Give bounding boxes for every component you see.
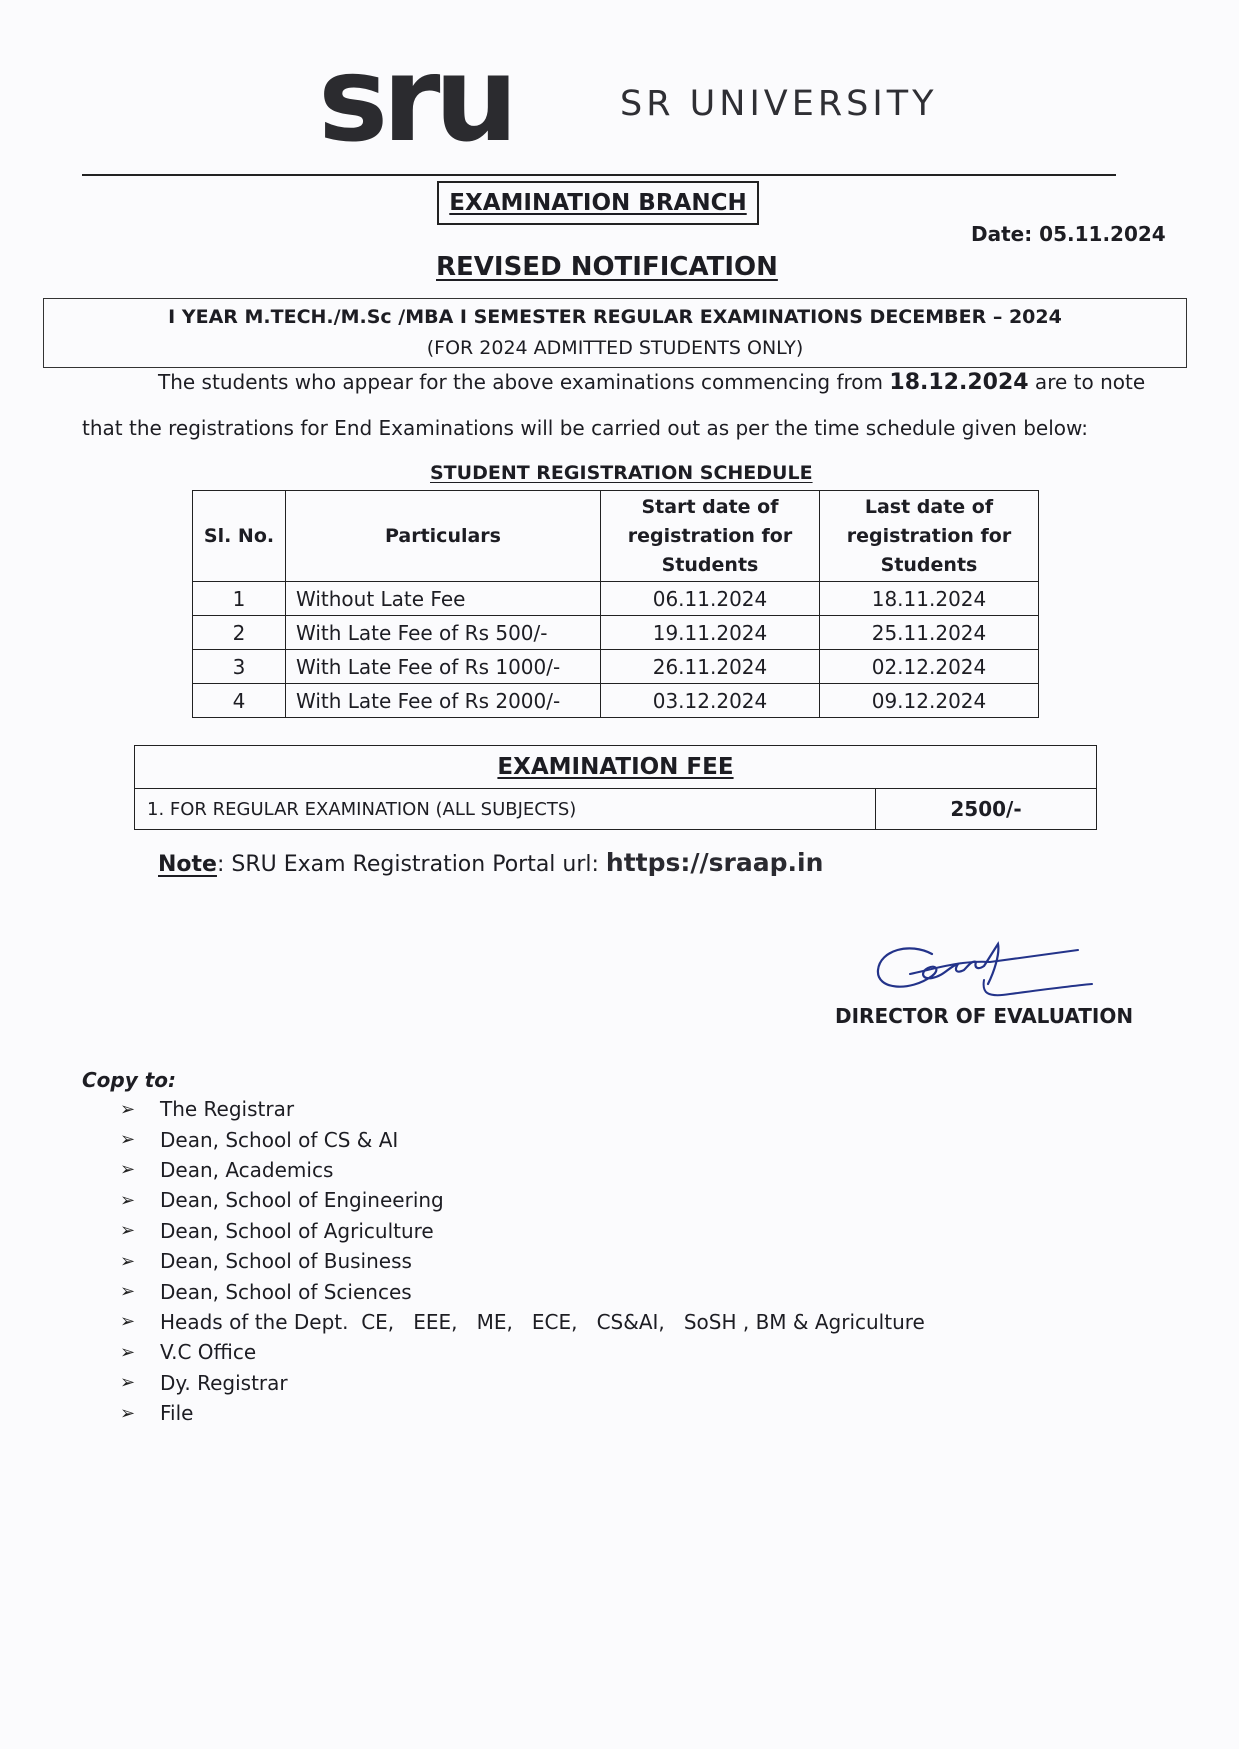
row-last-date: 25.11.2024 xyxy=(820,616,1039,650)
row-start-date: 03.12.2024 xyxy=(601,684,820,718)
arrow-bullet-icon: ➢ xyxy=(120,1281,136,1303)
row-particulars: With Late Fee of Rs 2000/- xyxy=(286,684,601,718)
note-text: : SRU Exam Registration Portal url: xyxy=(216,852,606,877)
list-item xyxy=(120,1155,925,1185)
copy-to-list xyxy=(120,1094,925,1428)
header-start-date xyxy=(601,491,820,582)
copy-to-label: Copy to: xyxy=(82,1068,177,1092)
arrow-bullet-icon: ➢ xyxy=(120,1159,136,1181)
table-row xyxy=(193,650,1039,684)
header-start-line-3: Students xyxy=(661,553,759,576)
registration-schedule-table xyxy=(192,490,1039,718)
branch-title: EXAMINATION BRANCH xyxy=(449,190,747,216)
header-last-date xyxy=(820,491,1039,582)
header-last-line-1: Last date of xyxy=(864,495,994,518)
arrow-bullet-icon: ➢ xyxy=(120,1341,136,1363)
table-row xyxy=(193,684,1039,718)
list-item xyxy=(120,1276,925,1306)
signature-image xyxy=(870,920,1100,1006)
table-row xyxy=(193,616,1039,650)
arrow-bullet-icon: ➢ xyxy=(120,1311,136,1333)
list-item xyxy=(120,1246,925,1276)
recipient: Dean, School of Agriculture xyxy=(160,1218,434,1243)
recipient: The Registrar xyxy=(160,1097,295,1122)
row-sl: 1 xyxy=(193,582,286,616)
branch-box xyxy=(437,181,759,225)
arrow-bullet-icon: ➢ xyxy=(120,1220,136,1242)
exam-title: I YEAR M.TECH./M.Sc /MBA I SEMESTER REGULAR EXAMINATIONS DECEMBER – 2024 xyxy=(168,306,1062,328)
recipient: File xyxy=(160,1401,194,1426)
intro-line-1 xyxy=(158,370,1145,395)
recipient: Dean, Academics xyxy=(160,1157,334,1182)
list-item xyxy=(120,1307,925,1337)
exam-subtitle: (FOR 2024 ADMITTED STUDENTS ONLY) xyxy=(426,337,804,359)
fee-row xyxy=(135,789,1097,830)
intro-suffix: are to note xyxy=(1028,370,1146,394)
arrow-bullet-icon: ➢ xyxy=(120,1129,136,1151)
list-item xyxy=(120,1337,925,1367)
list-item xyxy=(120,1185,925,1215)
signatory-title: DIRECTOR OF EVALUATION xyxy=(835,1004,1134,1028)
logo-text: sru xyxy=(318,52,513,156)
intro-prefix: The students who appear for the above examinations commencing from xyxy=(158,370,890,394)
row-sl: 2 xyxy=(193,616,286,650)
row-start-date: 26.11.2024 xyxy=(601,650,820,684)
recipient: Heads of the Dept. CE, EEE, ME, ECE, CS&AI, SoSH , BM & Agriculture xyxy=(160,1309,925,1334)
recipient: Dy. Registrar xyxy=(160,1370,288,1395)
fee-title-cell xyxy=(135,746,1097,789)
row-last-date: 02.12.2024 xyxy=(820,650,1039,684)
table-row xyxy=(193,582,1039,616)
note-label: Note xyxy=(158,852,217,877)
header-last-line-2: registration for xyxy=(846,524,1012,547)
university-name: SR UNIVERSITY xyxy=(620,84,938,124)
arrow-bullet-icon: ➢ xyxy=(120,1372,136,1394)
list-item xyxy=(120,1124,925,1154)
portal-note xyxy=(158,848,823,877)
row-last-date: 18.11.2024 xyxy=(820,582,1039,616)
row-particulars: With Late Fee of Rs 500/- xyxy=(286,616,601,650)
schedule-title: STUDENT REGISTRATION SCHEDULE xyxy=(430,462,813,484)
row-start-date: 19.11.2024 xyxy=(601,616,820,650)
examination-fee-table xyxy=(134,745,1097,830)
row-start-date: 06.11.2024 xyxy=(601,582,820,616)
header-start-line-1: Start date of xyxy=(641,495,779,518)
arrow-bullet-icon: ➢ xyxy=(120,1189,136,1211)
list-item xyxy=(120,1398,925,1428)
fee-header-row xyxy=(135,746,1097,789)
list-item xyxy=(120,1368,925,1398)
exam-box xyxy=(43,298,1187,368)
header-last-line-3: Students xyxy=(880,553,978,576)
header-particulars: Particulars xyxy=(286,491,601,582)
header-divider xyxy=(82,174,1116,176)
list-item xyxy=(120,1216,925,1246)
arrow-bullet-icon: ➢ xyxy=(120,1250,136,1272)
row-sl: 3 xyxy=(193,650,286,684)
sru-logo xyxy=(318,52,560,156)
recipient: Dean, School of CS & AI xyxy=(160,1127,399,1152)
header-sl: Sl. No. xyxy=(193,491,286,582)
arrow-bullet-icon: ➢ xyxy=(120,1098,136,1120)
recipient: Dean, School of Sciences xyxy=(160,1279,412,1304)
row-sl: 4 xyxy=(193,684,286,718)
recipient: V.C Office xyxy=(160,1340,257,1365)
intro-line-2: that the registrations for End Examinations will be carried out as per the time schedule given below: xyxy=(82,416,1088,440)
portal-url-link[interactable]: https://sraap.in xyxy=(605,848,824,877)
fee-title: EXAMINATION FEE xyxy=(497,754,734,780)
recipient: Dean, School of Business xyxy=(160,1249,412,1274)
notice-title: REVISED NOTIFICATION xyxy=(436,252,778,282)
header-start-line-2: registration for xyxy=(627,524,793,547)
table-header-row xyxy=(193,491,1039,582)
fee-label: 1. FOR REGULAR EXAMINATION (ALL SUBJECTS) xyxy=(135,789,876,830)
row-particulars: With Late Fee of Rs 1000/- xyxy=(286,650,601,684)
list-item xyxy=(120,1094,925,1124)
arrow-bullet-icon: ➢ xyxy=(120,1402,136,1424)
commencement-date: 18.12.2024 xyxy=(889,370,1029,395)
row-last-date: 09.12.2024 xyxy=(820,684,1039,718)
fee-amount: 2500/- xyxy=(876,789,1097,830)
notice-date: Date: 05.11.2024 xyxy=(971,222,1166,246)
recipient: Dean, School of Engineering xyxy=(160,1188,444,1213)
row-particulars: Without Late Fee xyxy=(286,582,601,616)
